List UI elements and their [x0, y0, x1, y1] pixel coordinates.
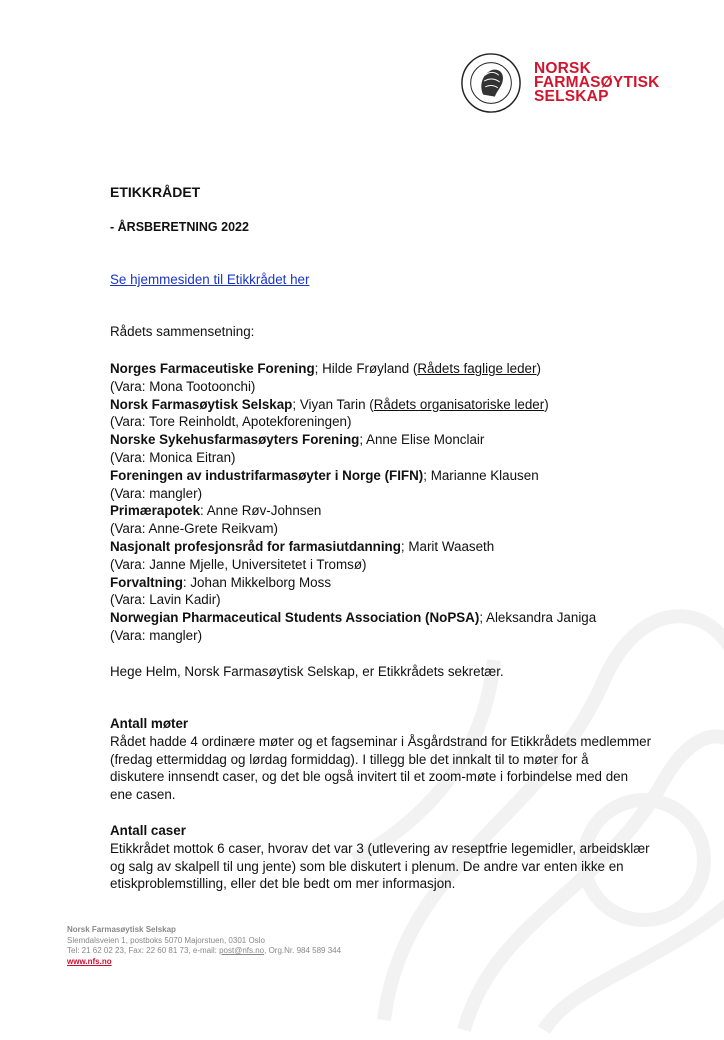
member-organization: Norsk Farmasøytisk Selskap: [110, 396, 293, 412]
member-row: [110, 502, 670, 520]
member-row: [110, 431, 670, 449]
member-person: Marit Waaseth: [408, 538, 495, 554]
member-role: Rådets organisatoriske leder: [373, 396, 545, 412]
member-substitute: (Vara: mangler): [110, 485, 203, 501]
seal-icon: [460, 52, 522, 114]
cases-line: etiskproblemstilling, eller det ble bedt om mer informasjon.: [110, 876, 456, 892]
member-organization: Norwegian Pharmaceutical Students Association (NoPSA): [110, 610, 480, 626]
meetings-heading: Antall møter: [110, 716, 189, 731]
member-substitute: (Vara: Mona Tootoonchi): [110, 378, 256, 394]
cases-line: Etikkrådet mottok 6 caser, hvorav det var 3 (utlevering av reseptfrie legemidler, arbeidsklær: [110, 840, 650, 856]
member-person: Viyan Tarin: [299, 396, 366, 412]
member-person: Anne Elise Monclair: [366, 432, 485, 448]
member-person: Johan Mikkelborg Moss: [190, 574, 332, 590]
member-substitute: (Vara: mangler): [110, 627, 203, 643]
member-organization: Forvaltning: [110, 574, 183, 590]
footer-contact: [67, 946, 341, 957]
member-separator: ;: [359, 432, 367, 448]
member-row: [110, 538, 670, 556]
member-substitute: (Vara: Anne-Grete Reikvam): [110, 521, 278, 537]
meetings-line: Rådet hadde 4 ordinære møter og et fagseminar i Åsgårdstrand for Etikkrådets medlemmer: [110, 733, 652, 749]
member-separator: ;: [423, 467, 431, 483]
footer-contact-pre: Tel: 21 62 02 23, Fax: 22 60 81 73, e-mail:: [67, 946, 220, 955]
member-separator: :: [200, 503, 207, 519]
cases-heading: Antall caser: [110, 823, 186, 838]
document-subtitle: - ÅRSBERETNING 2022: [110, 220, 249, 234]
homepage-link[interactable]: Se hjemmesiden til Etikkrådet her: [110, 272, 310, 287]
member-person: Aleksandra Janiga: [486, 610, 597, 626]
cases-section: [110, 822, 670, 893]
meetings-section: [110, 715, 670, 804]
member-substitute: (Vara: Lavin Kadir): [110, 592, 221, 608]
footer: [67, 925, 341, 967]
footer-address: Slemdalsveien 1, postboks 5070 Majorstuen, 0301 Oslo: [67, 935, 265, 945]
member-organization: Primærapotek: [110, 503, 201, 519]
member-separator: ;: [292, 396, 300, 412]
member-organization: Nasjonalt profesjonsråd for farmasiutdanning: [110, 538, 401, 554]
footer-website-link[interactable]: www.nfs.no: [67, 956, 112, 966]
member-row: Norges Farmaceutiske Forening; Hilde Frøyland (Rådets faglige leder): [110, 361, 541, 376]
meetings-line: (fredag ettermiddag og lørdag formiddag). I tillegg ble det innkalt til to møter for å: [110, 751, 589, 767]
member-separator: ;: [479, 610, 487, 626]
meetings-line: diskutere innsendt caser, og det ble også invitert til et zoom-møte i forbindelse med den: [110, 769, 629, 785]
secretary-note: Hege Helm, Norsk Farmasøytisk Selskap, er Etikkrådets sekretær.: [110, 664, 504, 679]
member-organization: Foreningen av industrifarmasøyter i Norge (FIFN): [110, 467, 424, 483]
logo-wordmark: [534, 62, 660, 104]
member-person: Hilde Frøyland: [322, 361, 410, 376]
member-substitute: (Vara: Monica Eitran): [110, 449, 236, 465]
member-substitute: (Vara: Janne Mjelle, Universitetet i Tromsø): [110, 556, 367, 572]
member-person: Marianne Klausen: [430, 467, 539, 483]
logo-line-2: FARMASØYTISK: [534, 74, 660, 91]
logo-line-3: SELSKAP: [534, 88, 609, 105]
footer-email-link[interactable]: post@nfs.no: [219, 946, 265, 955]
meetings-line: ene casen.: [110, 787, 176, 803]
member-row: [110, 574, 670, 592]
member-role: Rådets faglige leder: [417, 361, 537, 376]
footer-org-name: Norsk Farmasøytisk Selskap: [67, 925, 176, 934]
document-title: ETIKKRÅDET: [110, 184, 201, 200]
footer-contact-post: , Org.Nr. 984 589 344: [264, 946, 342, 955]
member-row: [110, 609, 670, 627]
member-row: [110, 467, 670, 485]
member-substitute: (Vara: Tore Reinholdt, Apotekforeningen): [110, 414, 352, 430]
logo-line-1: NORSK: [534, 60, 591, 77]
member-organization: Norske Sykehusfarmasøyters Forening: [110, 432, 360, 448]
member-separator: ;: [314, 361, 323, 376]
member-row: Norsk Farmasøytisk Selskap; Viyan Tarin (Rådets organisatoriske leder): [110, 396, 549, 412]
nfs-logo: [460, 52, 660, 114]
member-list: [110, 360, 670, 645]
member-person: Anne Røv-Johnsen: [206, 503, 322, 519]
member-organization: Norges Farmaceutiske Forening: [110, 361, 315, 376]
member-separator: ;: [400, 538, 409, 554]
member-separator: :: [182, 574, 191, 590]
composition-intro: Rådets sammensetning:: [110, 324, 255, 339]
cases-line: og salg av skalpell til ung jente) som ble diskutert i plenum. De andre var enten ikke en: [110, 858, 624, 874]
